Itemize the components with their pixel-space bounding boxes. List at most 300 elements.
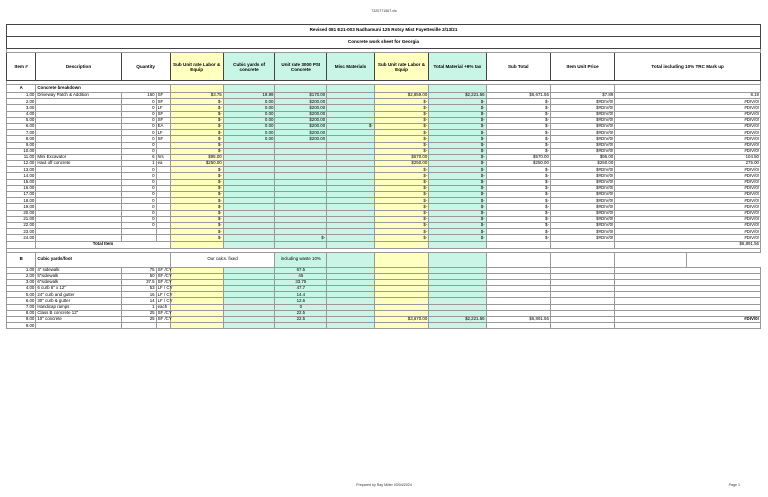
dollar-sign: $ — [205, 160, 209, 166]
row-sub-unit-rate-2-value: - — [425, 179, 428, 185]
row-total-markup: #DIV/0! — [615, 192, 761, 198]
dollar-sign: $ — [597, 160, 600, 166]
row-total-material-value: - — [483, 98, 485, 104]
row-item-number: 9.00 — [7, 142, 36, 148]
row-total-material-value: - — [483, 110, 485, 116]
header-quantity: Quantity — [121, 53, 170, 81]
dollar-sign: $ — [596, 209, 599, 215]
header-item-unit-price: Item Unit Price — [550, 53, 614, 81]
row-description: 6 curb 6" x 12" — [36, 286, 121, 292]
row-unit-rate-psi-value: 200.00 — [311, 135, 326, 141]
row-item-unit-price-value: #DIV/0! — [598, 172, 614, 178]
row-total-markup: #DIV/0! — [615, 185, 761, 191]
row-item-number: 9.00 — [7, 323, 36, 329]
blank-cell — [170, 241, 223, 248]
row-unit: SF /CY — [157, 316, 172, 322]
row-cubic-yards: 0.00 — [223, 99, 275, 105]
row-quantity: 0 — [121, 204, 156, 210]
dollar-sign: $ — [423, 98, 426, 104]
file-name: 7320771567.xls — [371, 9, 397, 13]
row-item-unit-price-value: #DIV/0! — [598, 104, 614, 110]
dollar-sign: $ — [407, 92, 411, 98]
row-item-number: 22.00 — [7, 222, 36, 228]
calcs-label: Our calcs. fixed — [170, 252, 275, 267]
dollar-sign: $ — [545, 104, 548, 110]
row-sub-total-value: - — [547, 123, 549, 129]
dollar-sign: $ — [423, 166, 426, 172]
row-sub-total-value: - — [547, 104, 549, 110]
row-sub-unit-rate-2-value: - — [425, 234, 428, 240]
total-item-value-value: 6,891.56 — [741, 241, 759, 247]
row-item-number: 5.00 — [7, 292, 36, 298]
row-sub-total-value: - — [547, 197, 549, 203]
dollar-sign: $ — [545, 117, 548, 123]
row-item-number: 17.00 — [7, 192, 36, 198]
row-cubic-yards: 0.00 — [223, 117, 275, 123]
row-total-markup: #DIV/0! — [615, 198, 761, 204]
row-sub-total-value: - — [547, 117, 549, 123]
header-description: Description — [36, 53, 121, 81]
row-sub-unit-rate-value: - — [220, 123, 222, 129]
blank-cell — [615, 323, 761, 329]
row-quantity: 0 — [121, 210, 156, 216]
dollar-sign: $ — [596, 98, 599, 104]
dollar-sign: $ — [596, 234, 599, 240]
row-total-markup: #DIV/0! — [615, 210, 761, 216]
dollar-sign: $ — [480, 216, 484, 222]
dollar-sign: $ — [596, 222, 599, 228]
row-item-unit-price-value: #DIV/0! — [598, 222, 614, 228]
row-description: Driveway Patch & Addition — [36, 93, 121, 99]
dollar-sign: $ — [423, 148, 426, 154]
dollar-sign: $ — [545, 228, 548, 234]
dollar-sign: $ — [217, 228, 221, 234]
row-total-markup: #DIV/0! — [615, 229, 761, 235]
dollar-sign: $ — [217, 117, 221, 123]
row-item-unit-price-value: #DIV/0! — [598, 110, 614, 116]
row-sub-unit-rate-2-value: - — [425, 129, 428, 135]
dollar-sign: $ — [596, 197, 599, 203]
dollar-sign: $ — [599, 154, 603, 160]
dollar-sign: $ — [545, 197, 548, 203]
blank-cell — [486, 85, 550, 93]
dollar-sign: $ — [545, 166, 548, 172]
blank-cell — [327, 252, 375, 267]
blank-cell — [550, 85, 614, 93]
row-total-markup: #DIV/0! — [615, 216, 761, 222]
blank-cell — [223, 323, 275, 329]
row-unit: SF /CY — [157, 266, 172, 272]
row-sub-unit-rate-value: - — [220, 166, 222, 172]
total-item-value — [615, 241, 761, 248]
dollar-sign: $ — [596, 203, 599, 209]
dollar-sign: $ — [596, 166, 599, 172]
dollar-sign: $ — [217, 104, 221, 110]
row-description: Class B concrete 12" — [36, 310, 121, 316]
dollar-sign: $ — [423, 197, 426, 203]
blank-cell — [486, 252, 550, 267]
blank-cell — [223, 85, 275, 93]
dollar-sign: $ — [217, 98, 221, 104]
row-description: 5"sidewalk — [36, 273, 121, 279]
row-cubic-yards: 0.00 — [223, 123, 275, 129]
dollar-sign: $ — [465, 316, 468, 322]
row-item-number: 6.00 — [7, 298, 36, 304]
row-quantity: 6 — [121, 154, 156, 160]
row-item-number: 12.00 — [7, 161, 36, 167]
row-sub-total-value: - — [547, 166, 549, 172]
row-item-unit-price-value: #DIV/0! — [598, 191, 614, 197]
row-sub-unit-rate-2-value: - — [425, 185, 428, 191]
row-total-material-value: - — [483, 209, 485, 215]
dollar-sign: $ — [217, 209, 221, 215]
dollar-sign: $ — [545, 203, 548, 209]
dollar-sign: $ — [217, 123, 221, 129]
row-waste: 12.6 — [275, 298, 327, 304]
row-unit: SF /CY — [157, 310, 172, 316]
row-item-unit-price-value: #DIV/0! — [598, 179, 614, 185]
row-sub-unit-rate-2-value: - — [425, 216, 428, 222]
sheet-subtitle: Concrete work sheet for Georgia — [7, 37, 761, 49]
header-misc-materials: Misc Materials — [327, 53, 375, 81]
row-unit: LF / CY — [157, 285, 173, 291]
dollar-sign: $ — [596, 117, 599, 123]
dollar-sign: $ — [529, 316, 532, 322]
row-item-unit-price-value: #DIV/0! — [598, 228, 614, 234]
blank-cell — [615, 85, 761, 93]
dollar-sign: $ — [480, 104, 484, 110]
row-sub-unit-rate-2-value: - — [425, 222, 428, 228]
dollar-sign: $ — [545, 123, 548, 129]
dollar-sign: $ — [309, 104, 312, 110]
row-sub-unit-rate-2-value: - — [425, 197, 428, 203]
row-sub-unit-rate-2-value: - — [425, 123, 428, 129]
dollar-sign: $ — [217, 148, 221, 154]
row-misc-value: - — [371, 123, 373, 129]
row-total-markup: #DIV/0! — [615, 123, 761, 129]
dollar-sign: $ — [545, 148, 548, 154]
row-sub-unit-rate-value: - — [220, 185, 222, 191]
dollar-sign: $ — [596, 172, 599, 178]
dollar-sign: $ — [596, 141, 599, 147]
row-cubic-yards: 0.00 — [223, 136, 275, 142]
row-sub-unit-rate-value: - — [220, 98, 222, 104]
row-sub-total-value: 570.00 — [535, 154, 549, 160]
row-unit: SF — [156, 136, 170, 142]
dollar-sign: $ — [480, 197, 484, 203]
dollar-sign: $ — [217, 203, 221, 209]
blank-cell — [170, 85, 223, 93]
header-sub-unit-rate-2: Sub Unit rate Labor & Equip — [374, 53, 429, 81]
row-sub-unit-rate-value: - — [220, 228, 222, 234]
blank-cell — [327, 323, 375, 329]
dollar-sign: $ — [217, 172, 221, 178]
row-unit: SF /CY — [157, 273, 172, 279]
blank-cell — [170, 323, 223, 329]
dollar-sign: $ — [423, 135, 426, 141]
row-sub-unit-rate-2-value: - — [425, 117, 428, 123]
dollar-sign: $ — [309, 110, 312, 116]
row-waste: 22.5 — [275, 310, 327, 316]
blank-cell — [374, 85, 429, 93]
row-total-markup: #DIV/0! — [615, 235, 761, 241]
row-sub-unit-rate-value: - — [220, 216, 222, 222]
row-sub-unit-rate-2-value: 3,670.00 — [410, 316, 428, 322]
row-total-material-value: - — [483, 117, 485, 123]
row-quantity: 1 — [121, 161, 156, 167]
row-quantity: 50 — [121, 273, 156, 279]
row-item-unit-price-value: #DIV/0! — [598, 98, 614, 104]
row-item-number: 21.00 — [7, 216, 36, 222]
dollar-sign: $ — [480, 203, 484, 209]
row-item-number: 1.00 — [7, 93, 36, 99]
dollar-sign: $ — [309, 98, 312, 104]
row-unit: ea — [156, 161, 170, 167]
blank-cell — [429, 323, 486, 329]
worksheet-table — [6, 24, 761, 329]
row-unit: hrs — [156, 154, 170, 160]
dollar-sign: $ — [545, 135, 548, 141]
blank-cell — [374, 241, 429, 248]
dollar-sign: $ — [480, 209, 484, 215]
row-sub-unit-rate-value: - — [220, 129, 222, 135]
row-waste: 22.5 — [275, 317, 327, 323]
blank-cell — [550, 241, 614, 248]
dollar-sign: $ — [423, 129, 426, 135]
row-sub-total-value: - — [547, 135, 549, 141]
row-item-unit-price-value: #DIV/0! — [598, 117, 614, 123]
row-sub-total-value: - — [547, 179, 549, 185]
dollar-sign: $ — [217, 185, 221, 191]
row-sub-unit-rate-value: - — [220, 117, 222, 123]
row-sub-total-value: - — [547, 203, 549, 209]
row-item-number: 2.00 — [7, 273, 36, 279]
row-item-number: 10.00 — [7, 148, 36, 154]
header-total-markup: Total including 10% TRC Mark up — [615, 53, 761, 81]
row-item-unit-price-value: #DIV/0! — [598, 135, 614, 141]
row-item-number: 5.00 — [7, 117, 36, 123]
dollar-sign: $ — [739, 241, 742, 247]
row-description: Haul off concrete — [36, 161, 121, 167]
row-cubic-yards: 0.00 — [223, 105, 275, 111]
row-total-markup: #DIV/0! — [615, 99, 761, 105]
row-quantity: 25 — [121, 310, 156, 316]
dollar-sign: $ — [480, 117, 484, 123]
row-sub-unit-rate-value: - — [220, 203, 222, 209]
dollar-sign: $ — [545, 216, 548, 222]
row-quantity: 0 — [121, 105, 156, 111]
row-item-number: 13.00 — [7, 167, 36, 173]
row-sub-total-value: - — [547, 216, 549, 222]
dollar-sign: $ — [423, 209, 426, 215]
dollar-sign: $ — [480, 141, 484, 147]
dollar-sign: $ — [545, 172, 548, 178]
row-description — [36, 323, 121, 329]
row-item-number: 24.00 — [7, 235, 36, 241]
dollar-sign: $ — [217, 191, 221, 197]
dollar-sign: $ — [217, 197, 221, 203]
dollar-sign: $ — [411, 160, 414, 166]
row-item-number: 9.00 — [7, 317, 36, 323]
dollar-sign: $ — [545, 191, 548, 197]
row-sub-unit-rate-value: - — [220, 209, 222, 215]
dollar-sign: $ — [309, 123, 312, 129]
dollar-sign: $ — [217, 234, 221, 240]
blank-cell — [374, 252, 429, 267]
row-item-number: 3.00 — [7, 105, 36, 111]
row-quantity: 0 — [121, 148, 156, 154]
row-total-material-value: - — [483, 135, 485, 141]
dollar-sign: $ — [217, 135, 221, 141]
row-item-unit-price-value: #DIV/0! — [598, 203, 614, 209]
dollar-sign: $ — [321, 234, 324, 240]
dollar-sign: $ — [596, 123, 599, 129]
row-total-material-value: - — [483, 222, 485, 228]
dollar-sign: $ — [423, 141, 426, 147]
row-item-unit-price-value: #DIV/0! — [598, 209, 614, 215]
waste-label: including waste 10% — [275, 252, 327, 267]
row-item-unit-price-value: #DIV/0! — [598, 197, 614, 203]
row-sub-total-value: - — [547, 141, 549, 147]
row-sub-total-value: - — [547, 222, 549, 228]
row-quantity: 0 — [121, 192, 156, 198]
row-total-material-value: - — [483, 179, 485, 185]
row-sub-unit-rate-2-value: 2,859.00 — [410, 92, 428, 98]
row-unit: SF /CY — [157, 279, 172, 285]
dollar-sign: $ — [217, 141, 221, 147]
dollar-sign: $ — [596, 135, 599, 141]
row-quantity: 0 — [121, 173, 156, 179]
row-item-number: 4.00 — [7, 286, 36, 292]
section-b-letter: B — [7, 252, 36, 267]
row-unit: LF / CY — [157, 297, 173, 303]
dollar-sign: $ — [423, 117, 426, 123]
row-item-unit-price-value: #DIV/0! — [598, 148, 614, 154]
dollar-sign: $ — [423, 191, 426, 197]
row-item-unit-price-value: 250.00 — [599, 160, 614, 166]
dollar-sign: $ — [217, 222, 221, 228]
row-total-material-value: - — [483, 172, 485, 178]
section-a-letter: A — [7, 85, 36, 93]
row-waste: 45 — [275, 273, 327, 279]
section-b-label: Cubic yards/foot — [36, 252, 170, 267]
row-quantity: 160 — [121, 93, 156, 99]
dollar-sign: $ — [480, 185, 484, 191]
row-description: 30" curb & gutter — [36, 298, 121, 304]
row-sub-unit-rate-2-value: 570.00 — [413, 154, 428, 160]
row-item-number: 23.00 — [7, 229, 36, 235]
row-waste: 0 — [275, 304, 327, 310]
header-sub-total: Sub Total — [486, 53, 550, 81]
blank-cell — [486, 241, 550, 248]
blank-cell — [275, 241, 327, 248]
row-unit: SF — [156, 99, 170, 105]
dollar-sign: $ — [545, 141, 548, 147]
row-total-material-value: - — [483, 228, 485, 234]
row-sub-unit-rate-2-value: - — [425, 148, 428, 154]
dollar-sign: $ — [309, 92, 312, 98]
row-item-number: 4.00 — [7, 111, 36, 117]
row-quantity: 0 — [121, 222, 156, 228]
row-total-material-value: - — [483, 203, 485, 209]
dollar-sign: $ — [309, 135, 312, 141]
row-item-number: 16.00 — [7, 185, 36, 191]
dollar-sign: $ — [480, 98, 484, 104]
row-description: Mini Excavator — [36, 154, 121, 160]
dollar-sign: $ — [596, 228, 599, 234]
dollar-sign: $ — [217, 129, 221, 135]
blank-cell — [374, 323, 429, 329]
row-unit: LF — [156, 105, 170, 111]
row-sub-unit-rate-value: - — [220, 141, 222, 147]
row-unit-rate-psi-value: 200.00 — [311, 98, 326, 104]
row-sub-unit-rate-value: - — [220, 197, 222, 203]
dollar-sign: $ — [480, 110, 484, 116]
row-waste: 14.4 — [275, 292, 327, 298]
row-sub-total-value: - — [547, 148, 549, 154]
dollar-sign: $ — [480, 222, 484, 228]
row-item-number: 6.00 — [7, 123, 36, 129]
row-total-markup: #DIV/0! — [615, 222, 761, 228]
dollar-sign: $ — [423, 104, 426, 110]
row-quantity: 14 — [121, 298, 156, 304]
row-total-material-value: - — [483, 104, 485, 110]
row-quantity: 0 — [121, 123, 156, 129]
total-item-label: Total Item — [36, 241, 170, 248]
dollar-sign: $ — [423, 234, 426, 240]
row-sub-unit-rate-value: - — [220, 172, 222, 178]
row-sub-unit-rate-value: - — [220, 148, 222, 154]
row-total-markup: #DIV/0! — [615, 130, 761, 136]
dollar-sign: $ — [533, 154, 536, 160]
row-description: Handicap ramps — [36, 304, 121, 310]
blank-cell — [550, 323, 614, 329]
row-sub-total-value: - — [547, 98, 549, 104]
row-total-material-value: - — [483, 234, 485, 240]
blank-cell — [429, 85, 486, 93]
row-total-markup: #DIV/0! — [615, 142, 761, 148]
dollar-sign: $ — [423, 185, 426, 191]
dollar-sign: $ — [596, 110, 599, 116]
dollar-sign: $ — [217, 216, 221, 222]
row-sub-unit-rate-2-value: - — [425, 110, 428, 116]
dollar-sign: $ — [596, 185, 599, 191]
dollar-sign: $ — [423, 123, 426, 129]
row-sub-total-value: - — [547, 191, 549, 197]
row-unit: SF — [156, 117, 170, 123]
row-sub-total-value: - — [547, 209, 549, 215]
row-unit-rate-psi-value: 200.00 — [311, 104, 326, 110]
row-total-markup: #DIV/0! — [615, 317, 761, 323]
row-sub-unit-rate-value: - — [220, 135, 222, 141]
row-sub-unit-rate-2-value: - — [425, 135, 428, 141]
dollar-sign: $ — [480, 135, 484, 141]
row-unit — [156, 323, 170, 329]
dollar-sign: $ — [411, 154, 414, 160]
row-unit-rate-psi-value: 200.00 — [311, 117, 326, 123]
row-unit: LF / CY — [157, 291, 173, 297]
dollar-sign: $ — [480, 148, 484, 154]
row-quantity: 75 — [121, 267, 156, 273]
dollar-sign: $ — [596, 191, 599, 197]
row-item-number: 18.00 — [7, 198, 36, 204]
row-sub-total-value: - — [547, 129, 549, 135]
row-item-unit-price-value: #DIV/0! — [598, 141, 614, 147]
row-item-number: 2.00 — [7, 99, 36, 105]
dollar-sign: $ — [423, 216, 426, 222]
dollar-sign: $ — [545, 98, 548, 104]
row-sub-total-value: 6,891.56 — [531, 316, 549, 322]
